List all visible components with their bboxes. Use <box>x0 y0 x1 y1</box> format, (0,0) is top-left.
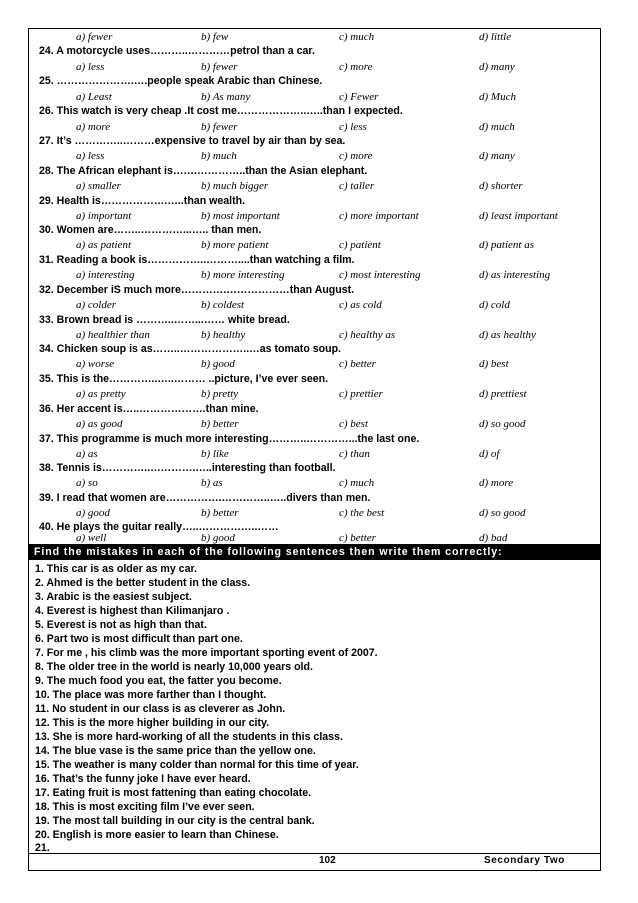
option-b: b) healthy <box>201 329 246 341</box>
section-heading: Find the mistakes in each of the following sentences then write them correctly: <box>29 544 600 560</box>
option-d: d) best <box>479 358 509 370</box>
option-c: c) better <box>339 532 376 544</box>
option-d: d) Much <box>479 91 516 103</box>
options-row <box>29 61 600 75</box>
option-b: b) fewer <box>201 61 238 73</box>
question-38: 38. Tennis is…………..………….…..interesting than football. <box>39 462 336 474</box>
error-sentence: 21. <box>35 842 50 854</box>
error-sentence: 10. The place was more farther than I thought. <box>35 689 267 701</box>
option-d: d) so good <box>479 507 526 519</box>
error-sentence: 6. Part two is most difficult than part one. <box>35 633 243 645</box>
option-d: d) prettiest <box>479 388 527 400</box>
option-b: b) good <box>201 358 235 370</box>
question-32: 32. December iS much more………….………………than August. <box>39 284 355 296</box>
option-a: a) important <box>76 210 132 222</box>
question-29: 29. Health is……………….…..than wealth. <box>39 195 246 207</box>
question-37: 37. This programme is much more interesting………..…………...the last one. <box>39 433 420 445</box>
question-26: 26. This watch is very cheap .It cost me………………..…..than I expected. <box>39 105 403 117</box>
option-d: d) least important <box>479 210 558 222</box>
option-c: c) more <box>339 61 373 73</box>
question-40: 40. He plays the guitar really…..……………..…… <box>39 521 279 533</box>
error-sentence: 15. The weather is many colder than normal for this time of year. <box>35 759 359 771</box>
error-sentence: 20. English is more easier to learn than Chinese. <box>35 829 279 841</box>
option-c: c) Fewer <box>339 91 379 103</box>
options-row <box>29 239 600 253</box>
question-27: 27. It’s …………..………expensive to travel by air than by sea. <box>39 135 346 147</box>
option-c: c) patient <box>339 239 381 251</box>
option-d: d) so good <box>479 418 526 430</box>
option-a: a) good <box>76 507 110 519</box>
option-d: d) much <box>479 121 515 133</box>
option-a: a) well <box>76 532 107 544</box>
options-row <box>29 477 600 491</box>
options-row <box>29 121 600 135</box>
option-a: a) fewer <box>76 31 113 43</box>
options-row <box>29 388 600 402</box>
options-row <box>29 299 600 313</box>
option-b: b) most important <box>201 210 280 222</box>
option-b: b) better <box>201 507 239 519</box>
options-row <box>29 507 600 521</box>
option-a: a) as pretty <box>76 388 126 400</box>
worksheet-page <box>28 28 601 871</box>
question-34: 34. Chicken soup is as……..………………..…as tomato soup. <box>39 343 341 355</box>
options-row <box>29 269 600 283</box>
question-35: 35. This is the…………..…..……… ..picture, I’ve ever seen. <box>39 373 329 385</box>
option-a: a) worse <box>76 358 115 370</box>
options-row <box>29 31 600 45</box>
error-sentence: 14. The blue vase is the same price than the yellow one. <box>35 745 316 757</box>
option-a: a) colder <box>76 299 117 311</box>
option-b: b) fewer <box>201 121 238 133</box>
option-c: c) healthy as <box>339 329 396 341</box>
option-d: d) as interesting <box>479 269 551 281</box>
option-a: a) Least <box>76 91 112 103</box>
page-number: 102 <box>319 855 336 866</box>
options-row <box>29 448 600 462</box>
options-row <box>29 418 600 432</box>
error-sentence: 12. This is the more higher building in our city. <box>35 717 270 729</box>
question-31: 31. Reading a book is……………..………....than watching a film. <box>39 254 355 266</box>
option-d: d) cold <box>479 299 510 311</box>
options-row <box>29 329 600 343</box>
option-a: a) more <box>76 121 111 133</box>
error-sentence: 13. She is more hard-working of all the students in this class. <box>35 731 343 743</box>
option-d: d) bad <box>479 532 508 544</box>
options-row <box>29 358 600 372</box>
options-row <box>29 91 600 105</box>
error-sentence: 3. Arabic is the easiest subject. <box>35 591 192 603</box>
question-24: 24. A motorcycle uses………..…………petrol than a car. <box>39 45 315 57</box>
option-b: b) pretty <box>201 388 239 400</box>
option-c: c) better <box>339 358 376 370</box>
question-25: 25. ………………….….people speak Arabic than Chinese. <box>39 75 323 87</box>
error-sentence: 17. Eating fruit is most fattening than eating chocolate. <box>35 787 312 799</box>
option-d: d) many <box>479 150 515 162</box>
option-a: a) as <box>76 448 98 460</box>
option-d: d) more <box>479 477 514 489</box>
option-a: a) as patient <box>76 239 131 251</box>
option-b: b) like <box>201 448 229 460</box>
option-b: b) few <box>201 31 229 43</box>
option-c: c) more <box>339 150 373 162</box>
option-c: c) prettier <box>339 388 383 400</box>
error-sentence: 1. This car is as older as my car. <box>35 563 197 575</box>
option-b: b) more interesting <box>201 269 285 281</box>
option-a: a) healthier than <box>76 329 150 341</box>
option-c: c) taller <box>339 180 375 192</box>
option-d: d) of <box>479 448 500 460</box>
error-sentence: 9. The much food you eat, the fatter you become. <box>35 675 282 687</box>
options-row <box>29 210 600 224</box>
option-d: d) as healthy <box>479 329 536 341</box>
option-a: a) so <box>76 477 98 489</box>
option-d: d) little <box>479 31 512 43</box>
option-d: d) many <box>479 61 515 73</box>
error-sentence: 4. Everest is highest than Kilimanjaro . <box>35 605 230 617</box>
question-39: 39. I read that women are…………….…………..…..divers than men. <box>39 492 371 504</box>
option-a: a) less <box>76 150 105 162</box>
option-a: a) as good <box>76 418 123 430</box>
option-b: b) coldest <box>201 299 245 311</box>
option-a: a) smaller <box>76 180 121 192</box>
option-c: c) the best <box>339 507 385 519</box>
option-d: d) patient as <box>479 239 534 251</box>
option-b: b) as <box>201 477 223 489</box>
option-d: d) shorter <box>479 180 523 192</box>
error-sentence: 8. The older tree in the world is nearly 10,000 years old. <box>35 661 313 673</box>
option-b: b) better <box>201 418 239 430</box>
option-c: c) much <box>339 31 375 43</box>
error-sentence: 16. That’s the funny joke I have ever heard. <box>35 773 251 785</box>
option-a: a) less <box>76 61 105 73</box>
error-sentence: 5. Everest is not as high than that. <box>35 619 207 631</box>
error-sentence: 19. The most tall building in our city is the central bank. <box>35 815 315 827</box>
footer-divider <box>29 853 600 854</box>
question-30: 30. Women are……..…………...….. than men. <box>39 224 262 236</box>
option-b: b) more patient <box>201 239 269 251</box>
option-c: c) as cold <box>339 299 382 311</box>
error-sentence: 7. For me , his climb was the more important sporting event of 2007. <box>35 647 378 659</box>
error-sentence: 18. This is most exciting film I’ve ever seen. <box>35 801 255 813</box>
option-c: c) more important <box>339 210 419 222</box>
option-b: b) much <box>201 150 237 162</box>
footer-label: Secondary Two <box>484 855 565 866</box>
question-36: 36. Her accent is…..……………….than mine. <box>39 403 259 415</box>
error-sentence: 2. Ahmed is the better student in the class. <box>35 577 251 589</box>
question-33: 33. Brown bread is ………..……...…… white bread. <box>39 314 290 326</box>
option-c: c) less <box>339 121 367 133</box>
option-b: b) As many <box>201 91 251 103</box>
option-b: b) good <box>201 532 235 544</box>
question-28: 28. The African elephant is…….…………..than the Asian elephant. <box>39 165 368 177</box>
options-row <box>29 180 600 194</box>
error-sentence: 11. No student in our class is as cleverer as John. <box>35 703 286 715</box>
option-c: c) much <box>339 477 375 489</box>
options-row <box>29 150 600 164</box>
option-a: a) interesting <box>76 269 135 281</box>
option-b: b) much bigger <box>201 180 269 192</box>
option-c: c) most interesting <box>339 269 421 281</box>
option-c: c) than <box>339 448 370 460</box>
option-c: c) best <box>339 418 369 430</box>
